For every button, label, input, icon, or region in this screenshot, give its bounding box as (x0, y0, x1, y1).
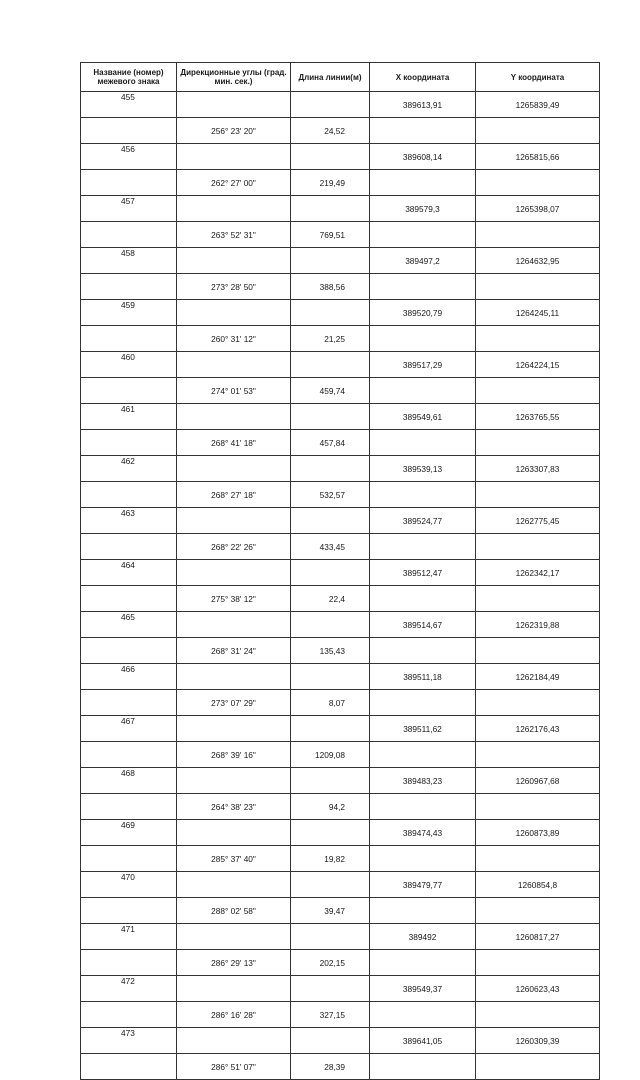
cell-x-coordinate: 389517,29 (370, 352, 476, 378)
cell-mark-name (81, 170, 177, 196)
cell-line-length (291, 924, 370, 950)
cell-direction-angle (177, 248, 291, 274)
table-row (81, 404, 600, 430)
header-y-coordinate: Y координата (476, 63, 600, 92)
cell-x-coordinate (370, 586, 476, 612)
table-row (81, 560, 600, 586)
cell-x-coordinate: 389479,77 (370, 872, 476, 898)
table-row (81, 1028, 600, 1054)
cell-y-coordinate (476, 950, 600, 976)
cell-mark-name (81, 898, 177, 924)
cell-x-coordinate (370, 222, 476, 248)
table-row (81, 820, 600, 846)
cell-direction-angle (177, 872, 291, 898)
cell-direction-angle: 273° 07' 29" (177, 690, 291, 716)
header-line-length: Длина линии(м) (291, 63, 370, 92)
table-row (81, 144, 600, 170)
table-row (81, 1054, 600, 1080)
table-row (81, 352, 600, 378)
cell-mark-name: 467 (81, 716, 177, 742)
cell-y-coordinate: 1260309,39 (476, 1028, 600, 1054)
cell-line-length: 21,25 (291, 326, 370, 352)
cell-x-coordinate: 389514,67 (370, 612, 476, 638)
cell-x-coordinate: 389549,61 (370, 404, 476, 430)
cell-line-length (291, 196, 370, 222)
cell-mark-name (81, 378, 177, 404)
cell-y-coordinate (476, 846, 600, 872)
cell-direction-angle: 274° 01' 53" (177, 378, 291, 404)
cell-y-coordinate: 1262176,43 (476, 716, 600, 742)
cell-line-length: 28,39 (291, 1054, 370, 1080)
table-row (81, 638, 600, 664)
cell-mark-name (81, 430, 177, 456)
cell-mark-name: 469 (81, 820, 177, 846)
cell-line-length: 327,15 (291, 1002, 370, 1028)
cell-x-coordinate: 389524,77 (370, 508, 476, 534)
cell-direction-angle (177, 820, 291, 846)
cell-x-coordinate: 389512,47 (370, 560, 476, 586)
cell-x-coordinate (370, 430, 476, 456)
cell-y-coordinate (476, 430, 600, 456)
cell-direction-angle: 268° 22' 26" (177, 534, 291, 560)
table-row (81, 274, 600, 300)
cell-direction-angle (177, 664, 291, 690)
cell-direction-angle (177, 924, 291, 950)
cell-line-length: 388,56 (291, 274, 370, 300)
cell-mark-name (81, 1054, 177, 1080)
cell-line-length (291, 664, 370, 690)
cell-y-coordinate: 1262184,49 (476, 664, 600, 690)
cell-line-length (291, 456, 370, 482)
cell-y-coordinate: 1264632,95 (476, 248, 600, 274)
cell-x-coordinate: 389474,43 (370, 820, 476, 846)
cell-y-coordinate: 1260967,68 (476, 768, 600, 794)
cell-x-coordinate (370, 534, 476, 560)
cell-mark-name (81, 326, 177, 352)
table-header-row (81, 63, 600, 92)
cell-y-coordinate: 1260854,8 (476, 872, 600, 898)
cell-direction-angle (177, 144, 291, 170)
cell-direction-angle (177, 612, 291, 638)
cell-x-coordinate: 389520,79 (370, 300, 476, 326)
table-row (81, 378, 600, 404)
cell-y-coordinate (476, 326, 600, 352)
cell-line-length: 1209,08 (291, 742, 370, 768)
cell-line-length (291, 976, 370, 1002)
coordinates-table (80, 62, 600, 1080)
cell-line-length (291, 352, 370, 378)
cell-y-coordinate: 1265398,07 (476, 196, 600, 222)
cell-y-coordinate: 1264224,15 (476, 352, 600, 378)
cell-mark-name: 458 (81, 248, 177, 274)
cell-line-length (291, 248, 370, 274)
cell-x-coordinate (370, 1002, 476, 1028)
table-row (81, 612, 600, 638)
cell-mark-name (81, 222, 177, 248)
cell-line-length: 94,2 (291, 794, 370, 820)
cell-line-length: 19,82 (291, 846, 370, 872)
cell-line-length: 22,4 (291, 586, 370, 612)
cell-y-coordinate: 1260623,43 (476, 976, 600, 1002)
table-row (81, 456, 600, 482)
cell-x-coordinate (370, 898, 476, 924)
cell-mark-name: 465 (81, 612, 177, 638)
cell-mark-name (81, 1002, 177, 1028)
cell-line-length: 433,45 (291, 534, 370, 560)
table-row (81, 924, 600, 950)
cell-mark-name: 456 (81, 144, 177, 170)
cell-mark-name: 455 (81, 92, 177, 118)
cell-mark-name (81, 638, 177, 664)
table-row (81, 950, 600, 976)
cell-direction-angle (177, 1028, 291, 1054)
cell-x-coordinate (370, 170, 476, 196)
table-row (81, 508, 600, 534)
table-row (81, 248, 600, 274)
cell-mark-name: 459 (81, 300, 177, 326)
table-row (81, 690, 600, 716)
table-row (81, 222, 600, 248)
cell-y-coordinate: 1265839,49 (476, 92, 600, 118)
cell-y-coordinate (476, 378, 600, 404)
cell-x-coordinate (370, 846, 476, 872)
cell-direction-angle: 263° 52' 31" (177, 222, 291, 248)
cell-mark-name: 461 (81, 404, 177, 430)
header-direction-angle: Дирекционные углы (град. мин. сек.) (177, 63, 291, 92)
cell-x-coordinate (370, 118, 476, 144)
cell-mark-name: 462 (81, 456, 177, 482)
table-row (81, 742, 600, 768)
cell-x-coordinate: 389511,18 (370, 664, 476, 690)
cell-x-coordinate: 389608,14 (370, 144, 476, 170)
table-row (81, 170, 600, 196)
cell-mark-name: 464 (81, 560, 177, 586)
table-row (81, 430, 600, 456)
cell-direction-angle: 268° 39' 16" (177, 742, 291, 768)
cell-x-coordinate: 389549,37 (370, 976, 476, 1002)
cell-x-coordinate: 389492 (370, 924, 476, 950)
table-row (81, 768, 600, 794)
cell-y-coordinate (476, 794, 600, 820)
cell-direction-angle: 275° 38' 12" (177, 586, 291, 612)
cell-direction-angle (177, 508, 291, 534)
cell-direction-angle: 268° 41' 18" (177, 430, 291, 456)
cell-line-length (291, 612, 370, 638)
cell-line-length: 202,15 (291, 950, 370, 976)
cell-line-length: 8,07 (291, 690, 370, 716)
table-row (81, 118, 600, 144)
cell-mark-name (81, 534, 177, 560)
cell-direction-angle (177, 716, 291, 742)
table-row (81, 586, 600, 612)
cell-y-coordinate: 1264245,11 (476, 300, 600, 326)
table-row (81, 1002, 600, 1028)
cell-y-coordinate (476, 898, 600, 924)
cell-y-coordinate: 1263307,83 (476, 456, 600, 482)
cell-x-coordinate (370, 742, 476, 768)
cell-direction-angle (177, 300, 291, 326)
table-body (81, 92, 600, 1080)
cell-y-coordinate (476, 742, 600, 768)
cell-direction-angle: 256° 23' 20" (177, 118, 291, 144)
cell-mark-name (81, 274, 177, 300)
cell-line-length (291, 820, 370, 846)
cell-mark-name: 463 (81, 508, 177, 534)
cell-y-coordinate (476, 170, 600, 196)
cell-line-length: 532,57 (291, 482, 370, 508)
cell-line-length: 219,49 (291, 170, 370, 196)
cell-mark-name (81, 690, 177, 716)
cell-x-coordinate: 389613,91 (370, 92, 476, 118)
cell-mark-name (81, 482, 177, 508)
cell-mark-name: 470 (81, 872, 177, 898)
cell-y-coordinate (476, 534, 600, 560)
table-row (81, 846, 600, 872)
cell-direction-angle (177, 768, 291, 794)
cell-x-coordinate (370, 274, 476, 300)
cell-y-coordinate (476, 586, 600, 612)
cell-x-coordinate (370, 690, 476, 716)
cell-direction-angle: 268° 27' 18" (177, 482, 291, 508)
table-row (81, 92, 600, 118)
cell-x-coordinate (370, 326, 476, 352)
cell-mark-name: 472 (81, 976, 177, 1002)
cell-mark-name (81, 586, 177, 612)
cell-direction-angle: 268° 31' 24" (177, 638, 291, 664)
cell-direction-angle (177, 196, 291, 222)
cell-y-coordinate (476, 690, 600, 716)
cell-line-length (291, 1028, 370, 1054)
cell-line-length: 769,51 (291, 222, 370, 248)
cell-line-length (291, 560, 370, 586)
cell-line-length (291, 300, 370, 326)
cell-x-coordinate: 389641,05 (370, 1028, 476, 1054)
cell-y-coordinate (476, 1054, 600, 1080)
cell-direction-angle (177, 976, 291, 1002)
cell-mark-name (81, 742, 177, 768)
cell-x-coordinate: 389497,2 (370, 248, 476, 274)
cell-direction-angle (177, 560, 291, 586)
cell-y-coordinate: 1260817,27 (476, 924, 600, 950)
cell-y-coordinate: 1262342,17 (476, 560, 600, 586)
cell-mark-name (81, 950, 177, 976)
header-x-coordinate: X координата (370, 63, 476, 92)
table-row (81, 664, 600, 690)
cell-direction-angle (177, 456, 291, 482)
cell-line-length (291, 768, 370, 794)
cell-mark-name: 460 (81, 352, 177, 378)
cell-y-coordinate: 1263765,55 (476, 404, 600, 430)
cell-y-coordinate (476, 482, 600, 508)
cell-line-length (291, 404, 370, 430)
cell-mark-name: 466 (81, 664, 177, 690)
cell-mark-name: 473 (81, 1028, 177, 1054)
cell-direction-angle: 273° 28' 50" (177, 274, 291, 300)
cell-y-coordinate: 1262775,45 (476, 508, 600, 534)
table-row (81, 300, 600, 326)
cell-line-length: 24,52 (291, 118, 370, 144)
cell-x-coordinate: 389539,13 (370, 456, 476, 482)
cell-y-coordinate (476, 638, 600, 664)
cell-y-coordinate (476, 1002, 600, 1028)
cell-direction-angle: 260° 31' 12" (177, 326, 291, 352)
table-row (81, 326, 600, 352)
cell-line-length (291, 716, 370, 742)
cell-x-coordinate: 389483,23 (370, 768, 476, 794)
cell-y-coordinate (476, 222, 600, 248)
cell-x-coordinate (370, 638, 476, 664)
cell-line-length: 459,74 (291, 378, 370, 404)
cell-direction-angle (177, 352, 291, 378)
cell-x-coordinate (370, 378, 476, 404)
cell-direction-angle: 264° 38' 23" (177, 794, 291, 820)
cell-y-coordinate: 1260873,89 (476, 820, 600, 846)
cell-mark-name (81, 846, 177, 872)
cell-line-length (291, 92, 370, 118)
cell-line-length: 39,47 (291, 898, 370, 924)
cell-mark-name (81, 794, 177, 820)
cell-line-length (291, 872, 370, 898)
table-row (81, 794, 600, 820)
cell-direction-angle (177, 92, 291, 118)
cell-mark-name: 471 (81, 924, 177, 950)
cell-mark-name: 457 (81, 196, 177, 222)
table-row (81, 872, 600, 898)
cell-y-coordinate (476, 274, 600, 300)
table-row (81, 196, 600, 222)
cell-y-coordinate: 1265815,66 (476, 144, 600, 170)
cell-direction-angle: 286° 51' 07" (177, 1054, 291, 1080)
cell-x-coordinate: 389579,3 (370, 196, 476, 222)
cell-line-length: 457,84 (291, 430, 370, 456)
header-mark-name: Название (номер) межевого знака (81, 63, 177, 92)
cell-x-coordinate (370, 950, 476, 976)
cell-direction-angle (177, 404, 291, 430)
table-row (81, 716, 600, 742)
cell-y-coordinate (476, 118, 600, 144)
cell-x-coordinate (370, 1054, 476, 1080)
cell-y-coordinate: 1262319,88 (476, 612, 600, 638)
cell-mark-name (81, 118, 177, 144)
table-row (81, 482, 600, 508)
cell-direction-angle: 262° 27' 00" (177, 170, 291, 196)
cell-direction-angle: 286° 29' 13" (177, 950, 291, 976)
cell-mark-name: 468 (81, 768, 177, 794)
cell-line-length (291, 508, 370, 534)
table-row (81, 898, 600, 924)
cell-line-length (291, 144, 370, 170)
cell-x-coordinate (370, 482, 476, 508)
cell-direction-angle: 288° 02' 58" (177, 898, 291, 924)
table-row (81, 976, 600, 1002)
cell-x-coordinate (370, 794, 476, 820)
cell-direction-angle: 285° 37' 40" (177, 846, 291, 872)
table-row (81, 534, 600, 560)
cell-line-length: 135,43 (291, 638, 370, 664)
cell-direction-angle: 286° 16' 28" (177, 1002, 291, 1028)
cell-x-coordinate: 389511,62 (370, 716, 476, 742)
